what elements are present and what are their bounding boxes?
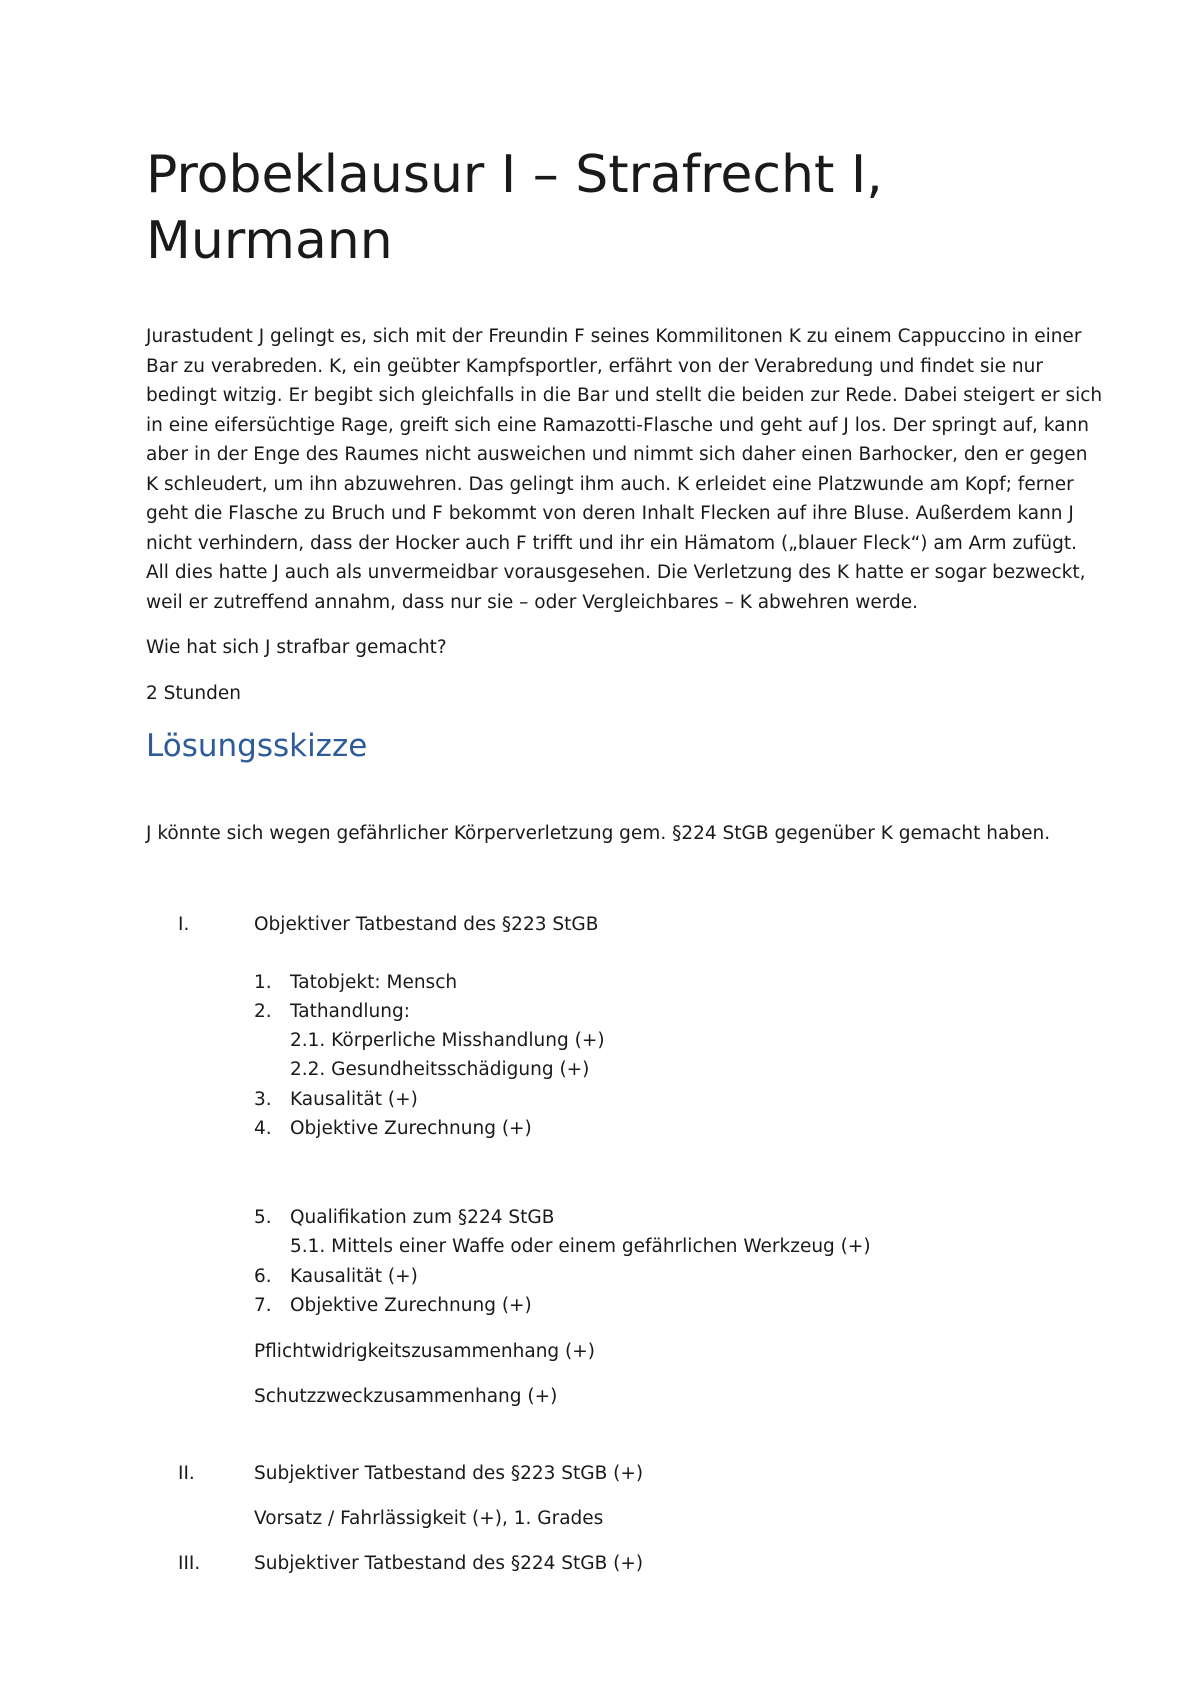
case-text-line: Jurastudent J gelingt es, sich mit der Freundin F seines Kommilitonen K zu einem Cappuccino in einer — [146, 326, 1082, 347]
question: Wie hat sich J strafbar gemacht? — [146, 637, 447, 658]
title-line-2: Murmann — [146, 211, 393, 271]
case-text — [146, 322, 1103, 617]
list-number: 6. — [254, 1266, 272, 1287]
case-text-line: nicht verhindern, dass der Hocker auch F trifft und ihr ein Hämatom („blauer Fleck“) am Arm zufügt. — [146, 532, 1078, 554]
list-item: Tathandlung: — [290, 1001, 410, 1022]
section-2-note: Vorsatz / Fahrlässigkeit (+), 1. Grades — [254, 1508, 604, 1529]
list-subitem: 2.2. Gesundheitsschädigung (+) — [290, 1059, 590, 1080]
list-number: 5. — [254, 1207, 272, 1228]
list-number: 2. — [254, 1001, 272, 1022]
note-pflichtwidrigkeit: Pflichtwidrigkeitszusammenhang (+) — [254, 1341, 595, 1362]
case-text-line: in eine eifersüchtige Rage, greift sich eine Ramazotti-Flasche und geht auf J los. Der springt auf, kann — [146, 414, 1089, 436]
solution-heading: Lösungsskizze — [146, 728, 368, 764]
case-text-line: K schleudert, um ihn abzuwehren. Das gelingt ihm auch. K erleidet eine Platzwunde am Kopf; ferner — [146, 473, 1074, 495]
case-text-line: geht die Flasche zu Bruch und F bekommt von deren Inhalt Flecken auf ihre Bluse. Außerdem kann J — [146, 503, 1074, 524]
case-text-line: weil er zutreffend annahm, dass nur sie – oder Vergleichbares – K abwehren werde. — [146, 591, 919, 613]
section-1-numeral: I. — [178, 914, 190, 935]
section-3-numeral: III. — [178, 1553, 201, 1574]
case-text-line: All dies hatte J auch als unvermeidbar vorausgesehen. Die Verletzung des K hatte er sogar bezweckt, — [146, 562, 1086, 583]
list-item: Tatobjekt: Mensch — [290, 972, 458, 993]
list-number: 7. — [254, 1295, 272, 1316]
list-item: Objektive Zurechnung (+) — [290, 1295, 532, 1316]
section-2-title: Subjektiver Tatbestand des §223 StGB (+) — [254, 1463, 644, 1484]
list-item: Qualifikation zum §224 StGB — [290, 1207, 555, 1228]
case-text-line: bedingt witzig. Er begibt sich gleichfalls in die Bar und stellt die beiden zur Rede. Dabei steigert er sich — [146, 385, 1103, 406]
list-item: Kausalität (+) — [290, 1089, 418, 1110]
duration: 2 Stunden — [146, 683, 241, 704]
note-schutzzweck: Schutzzweckzusammenhang (+) — [254, 1386, 558, 1407]
case-text-line: aber in der Enge des Raumes nicht ausweichen und nimmt sich daher einen Barhocker, den er gegen — [146, 444, 1088, 465]
list-subitem: 2.1. Körperliche Misshandlung (+) — [290, 1030, 605, 1051]
list-subitem: 5.1. Mittels einer Waffe oder einem gefährlichen Werkzeug (+) — [290, 1236, 871, 1257]
section-1-title: Objektiver Tatbestand des §223 StGB — [254, 914, 599, 935]
title-line-1: Probeklausur I – Strafrecht I, — [146, 145, 883, 205]
solution-intro: J könnte sich wegen gefährlicher Körperverletzung gem. §224 StGB gegenüber K gemacht haben. — [146, 823, 1051, 844]
document-title — [146, 142, 1106, 274]
list-number: 1. — [254, 972, 272, 993]
list-number: 4. — [254, 1118, 272, 1139]
case-text-line: Bar zu verabreden. K, ein geübter Kampfsportler, erfährt von der Verabredung und findet sie nur — [146, 355, 1043, 377]
list-number: 3. — [254, 1089, 272, 1110]
list-item: Kausalität (+) — [290, 1266, 418, 1287]
section-2-numeral: II. — [178, 1463, 195, 1484]
list-item: Objektive Zurechnung (+) — [290, 1118, 532, 1139]
section-3-title: Subjektiver Tatbestand des §224 StGB (+) — [254, 1553, 644, 1574]
